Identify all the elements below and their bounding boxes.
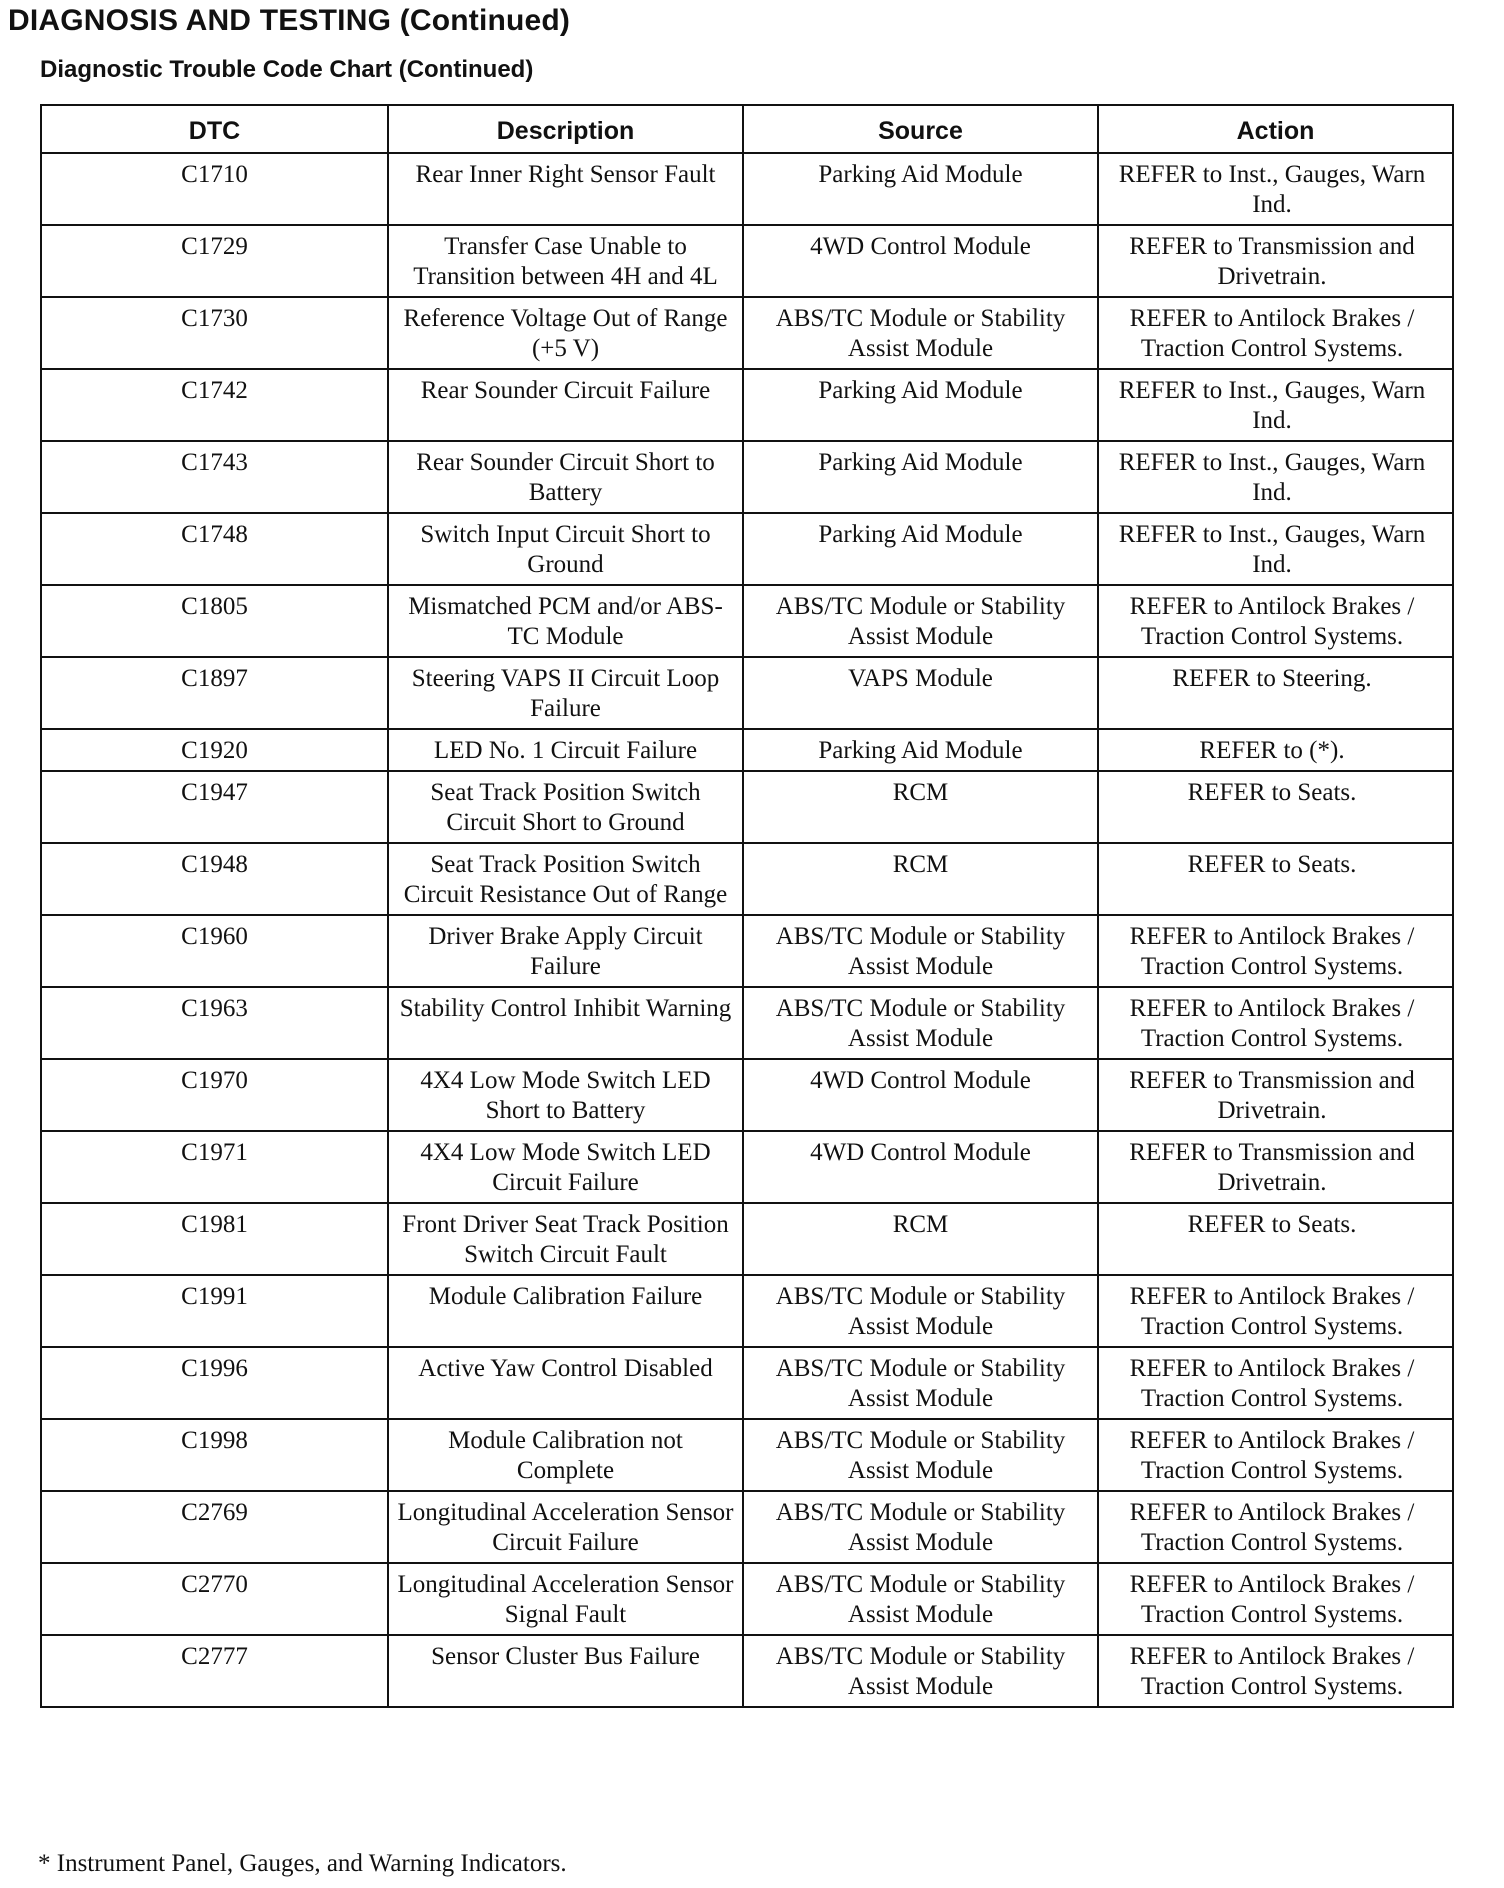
table-row — [41, 1131, 1453, 1203]
source-cell — [743, 513, 1098, 585]
dtc-code-cell — [41, 153, 388, 225]
dtc-code: C1897 — [181, 665, 248, 692]
source-cell — [743, 1059, 1098, 1131]
action-cell — [1098, 1419, 1453, 1491]
action-text: REFER to Seats. — [1187, 1211, 1357, 1238]
source-cell — [743, 1419, 1098, 1491]
source-text: ABS/TC Module or Stability Assist Module — [775, 1643, 1066, 1700]
dtc-code-cell — [41, 225, 388, 297]
dtc-code: C1947 — [181, 779, 248, 806]
description-cell — [388, 987, 743, 1059]
dtc-code-cell — [41, 1635, 388, 1707]
description-text: Front Driver Seat Track Position Switch Circuit Fault — [402, 1211, 729, 1268]
action-cell — [1098, 1347, 1453, 1419]
source-cell — [743, 153, 1098, 225]
description-text: Seat Track Position Switch Circuit Short to Ground — [430, 779, 701, 836]
action-text: REFER to Antilock Brakes / Traction Control Systems. — [1129, 995, 1415, 1052]
source-cell — [743, 987, 1098, 1059]
action-cell — [1098, 1275, 1453, 1347]
table-row — [41, 915, 1453, 987]
description-cell — [388, 1203, 743, 1275]
table-header-row — [41, 105, 1453, 153]
table-row — [41, 843, 1453, 915]
source-cell — [743, 1275, 1098, 1347]
action-cell — [1098, 1131, 1453, 1203]
dtc-code: C1998 — [181, 1427, 248, 1454]
dtc-code: C2769 — [181, 1499, 248, 1526]
action-text: REFER to Antilock Brakes / Traction Control Systems. — [1129, 1427, 1415, 1484]
dtc-code-cell — [41, 585, 388, 657]
action-text: REFER to Antilock Brakes / Traction Control Systems. — [1129, 1643, 1415, 1700]
dtc-code: C1970 — [181, 1067, 248, 1094]
description-text: Active Yaw Control Disabled — [418, 1355, 713, 1382]
source-cell — [743, 729, 1098, 771]
description-text: Sensor Cluster Bus Failure — [431, 1643, 700, 1670]
source-text: ABS/TC Module or Stability Assist Module — [775, 1427, 1066, 1484]
description-cell — [388, 1059, 743, 1131]
description-cell — [388, 513, 743, 585]
dtc-code: C1960 — [181, 923, 248, 950]
action-cell — [1098, 1491, 1453, 1563]
source-text: Parking Aid Module — [818, 161, 1023, 188]
table-row — [41, 513, 1453, 585]
table-row — [41, 729, 1453, 771]
action-text: REFER to Antilock Brakes / Traction Control Systems. — [1129, 1499, 1415, 1556]
description-cell — [388, 369, 743, 441]
description-cell — [388, 915, 743, 987]
description-text: Mismatched PCM and/or ABS-TC Module — [408, 593, 723, 650]
action-cell — [1098, 657, 1453, 729]
source-cell — [743, 441, 1098, 513]
source-text: ABS/TC Module or Stability Assist Module — [775, 923, 1066, 980]
source-cell — [743, 225, 1098, 297]
description-cell — [388, 585, 743, 657]
source-text: RCM — [892, 779, 949, 806]
source-text: VAPS Module — [848, 665, 993, 692]
dtc-code-cell — [41, 1275, 388, 1347]
table-body — [41, 153, 1453, 1707]
description-cell — [388, 657, 743, 729]
footnote: * Instrument Panel, Gauges, and Warning Indicators. — [38, 1850, 567, 1877]
description-cell — [388, 843, 743, 915]
action-cell — [1098, 729, 1453, 771]
action-cell — [1098, 771, 1453, 843]
source-cell — [743, 297, 1098, 369]
source-cell — [743, 369, 1098, 441]
action-cell — [1098, 1635, 1453, 1707]
dtc-code: C1991 — [181, 1283, 248, 1310]
action-cell — [1098, 369, 1453, 441]
source-cell — [743, 771, 1098, 843]
description-cell — [388, 1275, 743, 1347]
action-text: REFER to Inst., Gauges, Warn Ind. — [1118, 161, 1426, 218]
dtc-code-cell — [41, 843, 388, 915]
source-cell — [743, 1203, 1098, 1275]
action-text: REFER to Transmission and Drivetrain. — [1129, 233, 1415, 290]
source-text: Parking Aid Module — [818, 737, 1023, 764]
source-cell — [743, 1491, 1098, 1563]
description-cell — [388, 225, 743, 297]
column-header-source: Source — [743, 105, 1098, 153]
action-text: REFER to Antilock Brakes / Traction Control Systems. — [1129, 593, 1415, 650]
description-cell — [388, 1419, 743, 1491]
description-cell — [388, 1635, 743, 1707]
dtc-code: C1948 — [181, 851, 248, 878]
action-text: REFER to Antilock Brakes / Traction Control Systems. — [1129, 923, 1415, 980]
description-cell — [388, 1491, 743, 1563]
action-text: REFER to Seats. — [1187, 851, 1357, 878]
table-row — [41, 585, 1453, 657]
source-text: 4WD Control Module — [810, 1139, 1031, 1166]
action-cell — [1098, 1059, 1453, 1131]
description-cell — [388, 1347, 743, 1419]
description-text: 4X4 Low Mode Switch LED Short to Battery — [420, 1067, 711, 1124]
dtc-code-cell — [41, 729, 388, 771]
chart-subtitle: Diagnostic Trouble Code Chart (Continued) — [40, 56, 534, 83]
action-cell — [1098, 225, 1453, 297]
dtc-code: C1805 — [181, 593, 248, 620]
dtc-code: C1748 — [181, 521, 248, 548]
dtc-code: C1996 — [181, 1355, 248, 1382]
dtc-table — [40, 104, 1454, 1708]
source-text: Parking Aid Module — [818, 449, 1023, 476]
action-cell — [1098, 513, 1453, 585]
description-text: Module Calibration Failure — [428, 1283, 703, 1310]
dtc-code: C1730 — [181, 305, 248, 332]
dtc-code-cell — [41, 915, 388, 987]
description-text: Transfer Case Unable to Transition between 4H and 4L — [413, 233, 718, 290]
source-text: RCM — [892, 851, 949, 878]
dtc-code-cell — [41, 369, 388, 441]
dtc-code: C2777 — [181, 1643, 248, 1670]
column-header-description: Description — [388, 105, 743, 153]
action-cell — [1098, 843, 1453, 915]
description-text: Seat Track Position Switch Circuit Resistance Out of Range — [403, 851, 728, 908]
action-cell — [1098, 585, 1453, 657]
column-header-dtc: DTC — [41, 105, 388, 153]
dtc-code-cell — [41, 987, 388, 1059]
source-text: ABS/TC Module or Stability Assist Module — [775, 1571, 1066, 1628]
dtc-code: C1743 — [181, 449, 248, 476]
action-cell — [1098, 987, 1453, 1059]
action-text: REFER to (*). — [1199, 737, 1345, 764]
table-row — [41, 1347, 1453, 1419]
action-cell — [1098, 1563, 1453, 1635]
description-cell — [388, 771, 743, 843]
action-text: REFER to Antilock Brakes / Traction Control Systems. — [1129, 1571, 1415, 1628]
dtc-code-cell — [41, 1491, 388, 1563]
description-cell — [388, 297, 743, 369]
source-text: ABS/TC Module or Stability Assist Module — [775, 1355, 1066, 1412]
action-cell — [1098, 915, 1453, 987]
dtc-code-cell — [41, 1131, 388, 1203]
source-cell — [743, 1131, 1098, 1203]
description-cell — [388, 153, 743, 225]
dtc-code: C1971 — [181, 1139, 248, 1166]
action-text: REFER to Antilock Brakes / Traction Control Systems. — [1129, 1355, 1415, 1412]
action-text: REFER to Antilock Brakes / Traction Control Systems. — [1129, 1283, 1415, 1340]
dtc-code: C1742 — [181, 377, 248, 404]
source-cell — [743, 1347, 1098, 1419]
description-text: Rear Sounder Circuit Short to Battery — [416, 449, 715, 506]
dtc-code-cell — [41, 1059, 388, 1131]
dtc-code-cell — [41, 657, 388, 729]
action-text: REFER to Transmission and Drivetrain. — [1129, 1139, 1415, 1196]
source-text: ABS/TC Module or Stability Assist Module — [775, 1283, 1066, 1340]
description-text: Stability Control Inhibit Warning — [399, 995, 732, 1022]
dtc-code-cell — [41, 1203, 388, 1275]
source-cell — [743, 915, 1098, 987]
source-text: ABS/TC Module or Stability Assist Module — [775, 305, 1066, 362]
action-text: REFER to Transmission and Drivetrain. — [1129, 1067, 1415, 1124]
description-cell — [388, 729, 743, 771]
source-cell — [743, 585, 1098, 657]
source-text: Parking Aid Module — [818, 521, 1023, 548]
description-cell — [388, 1131, 743, 1203]
source-cell — [743, 843, 1098, 915]
action-text: REFER to Inst., Gauges, Warn Ind. — [1118, 377, 1426, 434]
table-row — [41, 153, 1453, 225]
dtc-code: C1981 — [181, 1211, 248, 1238]
description-text: Rear Inner Right Sensor Fault — [415, 161, 716, 188]
description-cell — [388, 441, 743, 513]
table-row — [41, 771, 1453, 843]
description-text: Switch Input Circuit Short to Ground — [420, 521, 711, 578]
dtc-code-cell — [41, 771, 388, 843]
source-text: ABS/TC Module or Stability Assist Module — [775, 1499, 1066, 1556]
dtc-code-cell — [41, 441, 388, 513]
source-text: ABS/TC Module or Stability Assist Module — [775, 995, 1066, 1052]
source-text: Parking Aid Module — [818, 377, 1023, 404]
table-row — [41, 1635, 1453, 1707]
dtc-code-cell — [41, 1347, 388, 1419]
description-cell — [388, 1563, 743, 1635]
source-text: 4WD Control Module — [810, 1067, 1031, 1094]
source-cell — [743, 1563, 1098, 1635]
table-row — [41, 657, 1453, 729]
action-cell — [1098, 441, 1453, 513]
dtc-code-cell — [41, 297, 388, 369]
description-text: LED No. 1 Circuit Failure — [433, 737, 698, 764]
dtc-code: C1963 — [181, 995, 248, 1022]
dtc-code-cell — [41, 1419, 388, 1491]
description-text: Driver Brake Apply Circuit Failure — [428, 923, 703, 980]
table-row — [41, 1275, 1453, 1347]
dtc-code: C1920 — [181, 737, 248, 764]
table-row — [41, 297, 1453, 369]
action-text: REFER to Inst., Gauges, Warn Ind. — [1118, 449, 1426, 506]
table-row — [41, 1563, 1453, 1635]
dtc-code-cell — [41, 1563, 388, 1635]
action-cell — [1098, 297, 1453, 369]
table-row — [41, 1491, 1453, 1563]
source-cell — [743, 1635, 1098, 1707]
action-text: REFER to Seats. — [1187, 779, 1357, 806]
dtc-code: C1729 — [181, 233, 248, 260]
column-header-action: Action — [1098, 105, 1453, 153]
dtc-code-cell — [41, 513, 388, 585]
action-cell — [1098, 153, 1453, 225]
source-text: RCM — [892, 1211, 949, 1238]
description-text: Longitudinal Acceleration Sensor Signal Fault — [397, 1571, 734, 1628]
table-row — [41, 1059, 1453, 1131]
table-row — [41, 1203, 1453, 1275]
table-row — [41, 1419, 1453, 1491]
table-row — [41, 369, 1453, 441]
description-text: Steering VAPS II Circuit Loop Failure — [411, 665, 720, 722]
table-row — [41, 225, 1453, 297]
page-title: DIAGNOSIS AND TESTING (Continued) — [8, 4, 571, 37]
dtc-code: C2770 — [181, 1571, 248, 1598]
description-text: Longitudinal Acceleration Sensor Circuit Failure — [397, 1499, 734, 1556]
action-text: REFER to Antilock Brakes / Traction Control Systems. — [1129, 305, 1415, 362]
description-text: Rear Sounder Circuit Failure — [420, 377, 711, 404]
dtc-code: C1710 — [181, 161, 248, 188]
table-row — [41, 987, 1453, 1059]
action-text: REFER to Steering. — [1172, 665, 1372, 692]
action-cell — [1098, 1203, 1453, 1275]
description-text: Reference Voltage Out of Range (+5 V) — [403, 305, 728, 362]
table-row — [41, 441, 1453, 513]
action-text: REFER to Inst., Gauges, Warn Ind. — [1118, 521, 1426, 578]
source-text: 4WD Control Module — [810, 233, 1031, 260]
description-text: 4X4 Low Mode Switch LED Circuit Failure — [420, 1139, 711, 1196]
description-text: Module Calibration not Complete — [448, 1427, 683, 1484]
source-text: ABS/TC Module or Stability Assist Module — [775, 593, 1066, 650]
source-cell — [743, 657, 1098, 729]
